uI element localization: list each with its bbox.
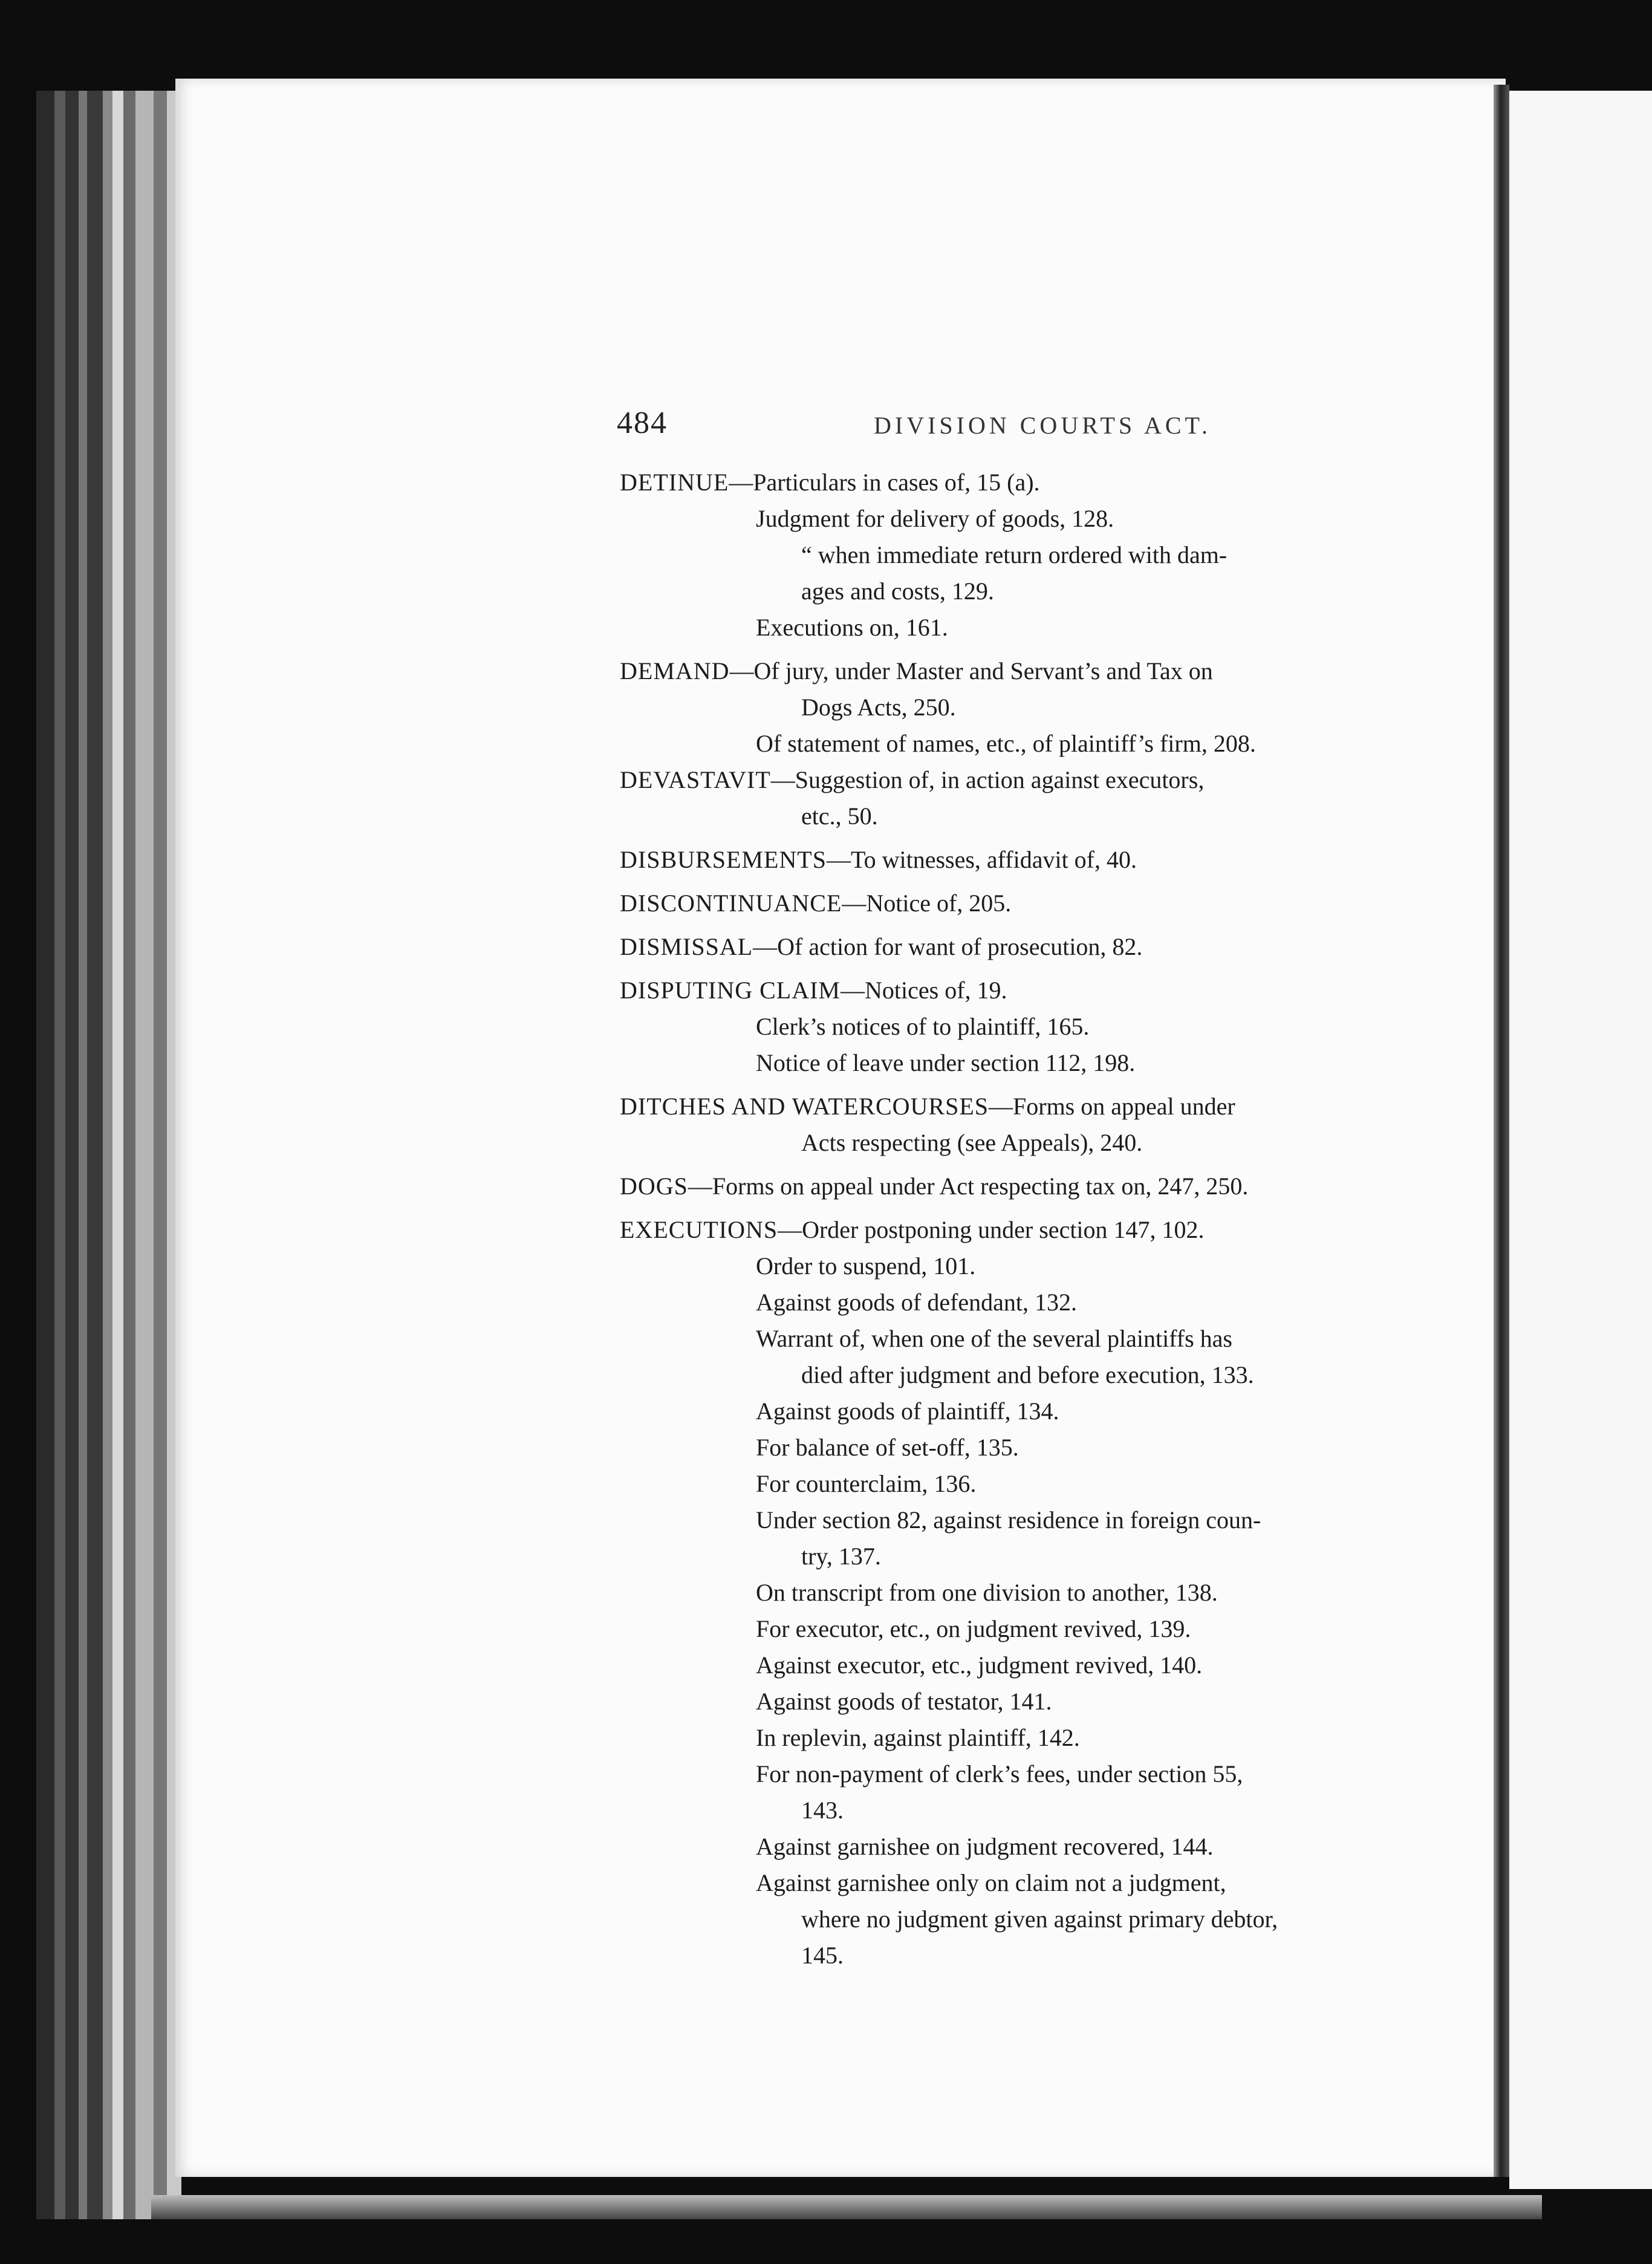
index-line	[620, 573, 1488, 610]
index-line	[620, 726, 1488, 762]
index-heading: DEVASTAVIT	[620, 766, 771, 793]
index-text: Against garnishee on judgment recovered, 144.	[756, 1833, 1214, 1860]
book-gutter	[1494, 85, 1509, 2177]
index-text: try, 137.	[801, 1543, 881, 1570]
index-line	[620, 1321, 1488, 1357]
index-text: Warrant of, when one of the several plaintiffs has	[756, 1325, 1232, 1352]
index-text: —Particulars in cases of, 15 (a).	[729, 469, 1040, 496]
index-text: Executions on, 161.	[756, 614, 948, 641]
index-line	[620, 1125, 1488, 1161]
index-line	[620, 1393, 1488, 1430]
index-line	[620, 1088, 1488, 1125]
index-line	[620, 689, 1488, 726]
index-line	[620, 501, 1488, 537]
index-text: Notice of leave under section 112, 198.	[756, 1049, 1136, 1076]
index-line	[620, 1756, 1488, 1792]
book-page-edges	[36, 91, 181, 2219]
index-text: Of statement of names, etc., of plaintiff’s firm, 208.	[756, 730, 1256, 757]
page-bottom-edge	[151, 2195, 1542, 2219]
index-line	[620, 537, 1488, 573]
right-page	[1509, 91, 1652, 2189]
index-heading: DISMISSAL	[620, 933, 753, 960]
index-text: Clerk’s notices of to plaintiff, 165.	[756, 1013, 1090, 1040]
index-text: died after judgment and before execution, 133.	[801, 1361, 1254, 1388]
index-line	[620, 1792, 1488, 1829]
index-text: etc., 50.	[801, 802, 878, 830]
index-line	[620, 929, 1488, 965]
index-line	[620, 610, 1488, 646]
index-line	[620, 1248, 1488, 1284]
index-line	[620, 972, 1488, 1009]
index-line	[620, 842, 1488, 878]
index-text: Against goods of testator, 141.	[756, 1688, 1052, 1715]
index-line	[620, 1357, 1488, 1393]
index-entries	[620, 464, 1488, 1974]
index-text: “ when immediate return ordered with dam-	[801, 541, 1228, 568]
index-line	[620, 1683, 1488, 1720]
index-line	[620, 1212, 1488, 1248]
index-text: Under section 82, against residence in foreign coun-	[756, 1506, 1261, 1534]
index-line	[620, 1720, 1488, 1756]
index-text: Against executor, etc., judgment revived, 140.	[756, 1651, 1203, 1679]
index-text: On transcript from one division to another, 138.	[756, 1579, 1218, 1606]
index-heading: DISPUTING CLAIM	[620, 977, 841, 1004]
index-line	[620, 1466, 1488, 1502]
index-heading: DOGS	[620, 1173, 688, 1200]
index-text: 143.	[801, 1797, 844, 1824]
index-line	[620, 1829, 1488, 1865]
index-line	[620, 1284, 1488, 1321]
page-number: 484	[617, 406, 668, 440]
index-line	[620, 1611, 1488, 1647]
index-text: Judgment for delivery of goods, 128.	[756, 505, 1114, 532]
running-head	[175, 405, 1506, 447]
index-text: —Suggestion of, in action against executors,	[770, 766, 1205, 793]
index-text: —Notices of, 19.	[841, 977, 1007, 1004]
index-line	[620, 464, 1488, 501]
index-text: 145.	[801, 1942, 844, 1969]
index-text: —Of action for want of prosecution, 82.	[753, 933, 1143, 960]
index-text: Against goods of defendant, 132.	[756, 1289, 1078, 1316]
index-line	[620, 1575, 1488, 1611]
index-text: Against goods of plaintiff, 134.	[756, 1397, 1059, 1425]
index-line	[620, 798, 1488, 834]
index-text: —Forms on appeal under	[989, 1093, 1235, 1120]
index-line	[620, 1168, 1488, 1205]
index-line	[620, 1937, 1488, 1974]
index-line	[620, 1502, 1488, 1538]
index-heading: DEMAND	[620, 657, 730, 685]
index-line	[620, 1538, 1488, 1575]
running-title: DIVISION COURTS ACT.	[874, 412, 1211, 439]
index-line	[620, 1009, 1488, 1045]
index-text: Against garnishee only on claim not a judgment,	[756, 1869, 1226, 1896]
index-text: ages and costs, 129.	[801, 577, 994, 605]
index-line	[620, 1865, 1488, 1901]
index-heading: EXECUTIONS	[620, 1216, 778, 1243]
index-text: —Forms on appeal under Act respecting tax on, 247, 250.	[688, 1173, 1249, 1200]
index-heading: DITCHES AND WATERCOURSES	[620, 1093, 989, 1120]
index-line	[620, 1901, 1488, 1937]
index-line	[620, 762, 1488, 798]
index-text: Acts respecting (see Appeals), 240.	[801, 1129, 1143, 1156]
index-text: —Notice of, 205.	[842, 890, 1012, 917]
index-text: For counterclaim, 136.	[756, 1470, 977, 1497]
index-text: —Order postponing under section 147, 102.	[778, 1216, 1205, 1243]
index-text: Order to suspend, 101.	[756, 1252, 976, 1280]
index-text: For non-payment of clerk’s fees, under section 55,	[756, 1760, 1243, 1787]
index-line	[620, 1647, 1488, 1683]
index-line	[620, 1430, 1488, 1466]
index-heading: DISBURSEMENTS	[620, 846, 827, 873]
index-text: where no judgment given against primary debtor,	[801, 1905, 1278, 1933]
index-text: In replevin, against plaintiff, 142.	[756, 1724, 1080, 1751]
index-line	[620, 1045, 1488, 1081]
left-page	[175, 79, 1506, 2177]
index-text: Dogs Acts, 250.	[801, 694, 956, 721]
index-line	[620, 885, 1488, 922]
index-text: —To witnesses, affidavit of, 40.	[826, 846, 1137, 873]
index-heading: DETINUE	[620, 469, 729, 496]
index-heading: DISCONTINUANCE	[620, 890, 842, 917]
index-line	[620, 653, 1488, 689]
index-text: For balance of set-off, 135.	[756, 1434, 1019, 1461]
index-text: —Of jury, under Master and Servant’s and Tax on	[729, 657, 1213, 685]
index-text: For executor, etc., on judgment revived, 139.	[756, 1615, 1191, 1642]
